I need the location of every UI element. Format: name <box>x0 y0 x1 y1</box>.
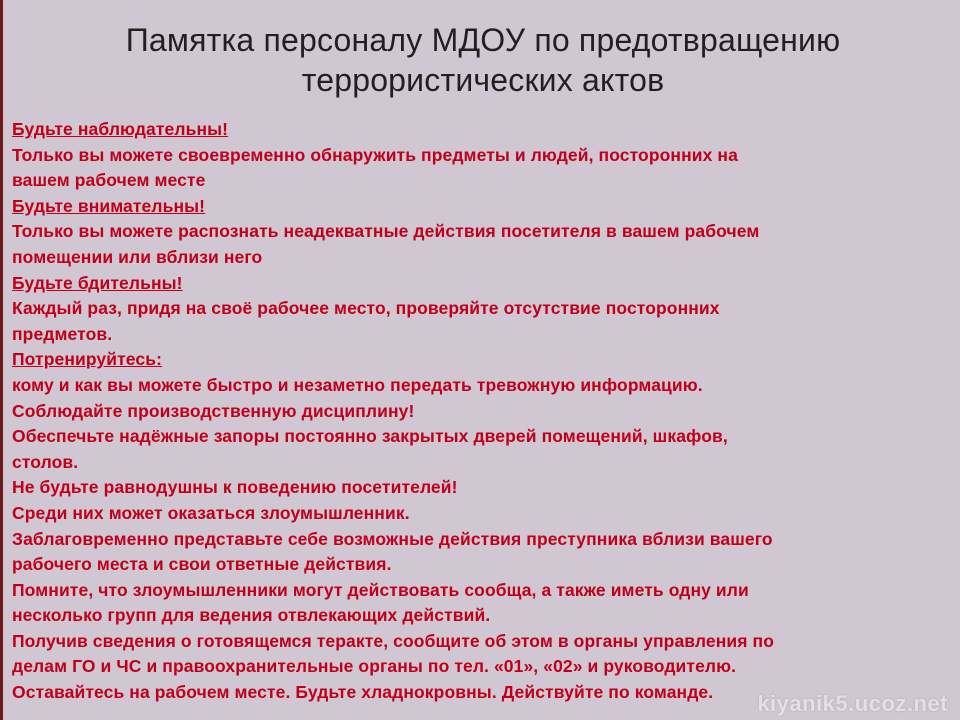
memo-line: делам ГО и ЧС и правоохранительные органы по тел. «01», «02» и руководителю. <box>12 656 737 677</box>
memo-heading: Будьте внимательны! <box>12 195 206 216</box>
page-title <box>3 20 960 100</box>
memo-line: Не будьте равнодушны к поведению посетителей! <box>12 477 458 498</box>
title-line-1: Памятка персоналу МДОУ по предотвращению <box>125 22 841 58</box>
memo-line: помещении или вблизи него <box>12 246 263 267</box>
memo-line: Получив сведения о готовящемся теракте, сообщите об этом в органы управления по <box>12 630 774 651</box>
memo-line: вашем рабочем месте <box>12 170 206 191</box>
memo-line: столов. <box>12 451 79 472</box>
memo-line: Среди них может оказаться злоумышленник. <box>12 502 410 523</box>
memo-line: Соблюдайте производственную дисциплину! <box>12 400 415 421</box>
memo-line: кому и как вы можете быстро и незаметно передать тревожную информацию. <box>12 374 703 395</box>
memo-heading: Будьте бдительны! <box>12 272 183 293</box>
memo-heading: Потренируйтесь: <box>12 349 162 370</box>
slide <box>3 0 960 720</box>
memo-line: Заблаговременно представьте себе возможные действия преступника вблизи вашего <box>12 528 773 549</box>
watermark: kiyanik5.ucoz.net <box>757 691 948 716</box>
memo-line: несколько групп для ведения отвлекающих действий. <box>12 605 491 626</box>
memo-line: Только вы можете своевременно обнаружить предметы и людей, посторонних на <box>12 144 738 165</box>
memo-body <box>12 117 952 706</box>
memo-line: Помните, что злоумышленники могут действовать сообща, а также иметь одну или <box>12 579 749 600</box>
memo-line: Каждый раз, придя на своё рабочее место, проверяйте отсутствие посторонних <box>12 298 720 319</box>
memo-line: предметов. <box>12 323 113 344</box>
title-line-2: террористических актов <box>301 62 665 98</box>
memo-heading: Будьте наблюдательны! <box>12 119 229 139</box>
memo-line: Оставайтесь на рабочем месте. Будьте хладнокровны. Действуйте по команде. <box>12 682 714 703</box>
memo-line: рабочего места и свои ответные действия. <box>12 554 392 575</box>
memo-line: Только вы можете распознать неадекватные действия посетителя в вашем рабочем <box>12 221 760 242</box>
memo-line: Обеспечьте надёжные запоры постоянно закрытых дверей помещений, шкафов, <box>12 426 728 447</box>
